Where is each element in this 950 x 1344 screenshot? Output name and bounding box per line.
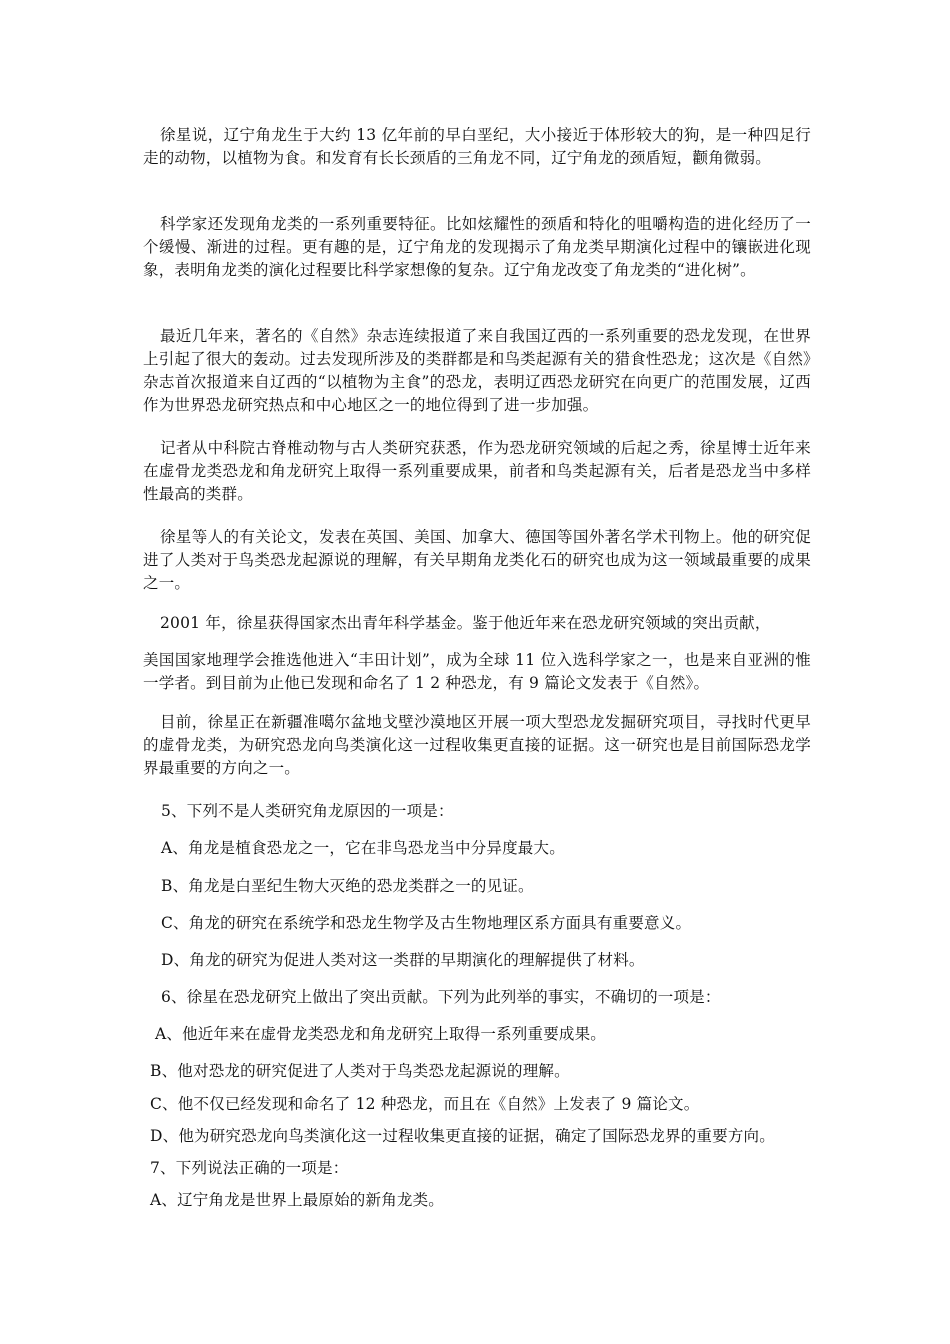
paragraph-publications: 徐星等人的有关论文，发表在英国、美国、加拿大、德国等国外著名学术刊物上。他的研究促进了人类对于鸟类恐龙起源说的理解，有关早期角龙类化石的研究也成为这一领域最重要的成果之一。: [143, 528, 811, 592]
question-7-stem: 7、下列说法正确的一项是：: [150, 1159, 349, 1177]
question-5-stem: 5、下列不是人类研究角龙原因的一项是：: [161, 802, 454, 820]
question-5-option-c: C、角龙的研究在系统学和恐龙生物学及古生物地理区系方面具有重要意义。: [161, 914, 692, 932]
question-6-option-a: A、他近年来在虚骨龙类恐龙和角龙研究上取得一系列重要成果。: [155, 1025, 606, 1043]
paragraph-xu-xing-research: 记者从中科院古脊椎动物与古人类研究获悉，作为恐龙研究领域的后起之秀，徐星博士近年来在虚骨龙类恐龙和角龙研究上取得一系列重要成果，前者和鸟类起源有关，后者是恐龙当中多样性最高的类群。: [143, 439, 811, 503]
question-6-option-c: C、他不仅已经发现和命名了 12 种恐龙，而且在《自然》上发表了 9 篇论文。: [150, 1095, 700, 1113]
paragraph-toyota-plan: 美国国家地理学会推选他进入“丰田计划”，成为全球 11 位入选科学家之一，也是来自亚洲的惟一学者。到目前为止他已发现和命名了 1 2 种恐龙，有 9 篇论文发表于《自然》。: [143, 651, 811, 692]
paragraph-nature-reports: 最近几年来，著名的《自然》杂志连续报道了来自我国辽西的一系列重要的恐龙发现，在世界上引起了很大的轰动。过去发现所涉及的类群都是和鸟类起源有关的猎食性恐龙；这次是《自然》杂志首次报道来自辽西的“以植物为主食”的恐龙，表明辽西恐龙研究在向更广的范围发展，辽西作为世界恐龙研究热点和中心地区之一的地位得到了进一步加强。: [143, 327, 811, 414]
question-6-option-d: D、他为研究恐龙向鸟类演化这一过程收集更直接的证据，确定了国际恐龙界的重要方向。: [150, 1127, 775, 1145]
question-6-stem: 6、徐星在恐龙研究上做出了突出贡献。下列为此列举的事实，不确切的一项是：: [161, 988, 721, 1006]
paragraph-liaoning-ceratops: 徐星说，辽宁角龙生于大约 13 亿年前的早白垩纪，大小接近于体形较大的狗，是一种四足行走的动物，以植物为食。和发育有长长颈盾的三角龙不同，辽宁角龙的颈盾短，颧角微弱。: [143, 126, 811, 167]
question-5-option-a: A、角龙是植食恐龙之一，它在非鸟恐龙当中分异度最大。: [161, 839, 565, 857]
paragraph-features: 科学家还发现角龙类的一系列重要特征。比如炫耀性的颈盾和特化的咀嚼构造的进化经历了一个缓慢、渐进的过程。更有趣的是，辽宁角龙的发现揭示了角龙类早期演化过程中的镶嵌进化现象，表明角龙类的演化过程要比科学家想像的复杂。辽宁角龙改变了角龙类的“进化树”。: [143, 215, 811, 279]
paragraph-current-project: 目前，徐星正在新疆准噶尔盆地戈壁沙漠地区开展一项大型恐龙发掘研究项目，寻找时代更早的虚骨龙类，为研究恐龙向鸟类演化这一过程收集更直接的证据。这一研究也是目前国际恐龙学界最重要的方向之一。: [143, 713, 811, 777]
question-5-option-b: B、角龙是白垩纪生物大灭绝的恐龙类群之一的见证。: [161, 877, 534, 895]
question-6-option-b: B、他对恐龙的研究促进了人类对于鸟类恐龙起源说的理解。: [150, 1062, 570, 1080]
question-5-option-d: D、角龙的研究为促进人类对这一类群的早期演化的理解提供了材料。: [161, 951, 645, 969]
paragraph-2001-award: 2001 年，徐星获得国家杰出青年科学基金。鉴于他近年来在恐龙研究领域的突出贡献，: [160, 614, 771, 632]
question-7-option-a: A、辽宁角龙是世界上最原始的新角龙类。: [150, 1191, 444, 1209]
